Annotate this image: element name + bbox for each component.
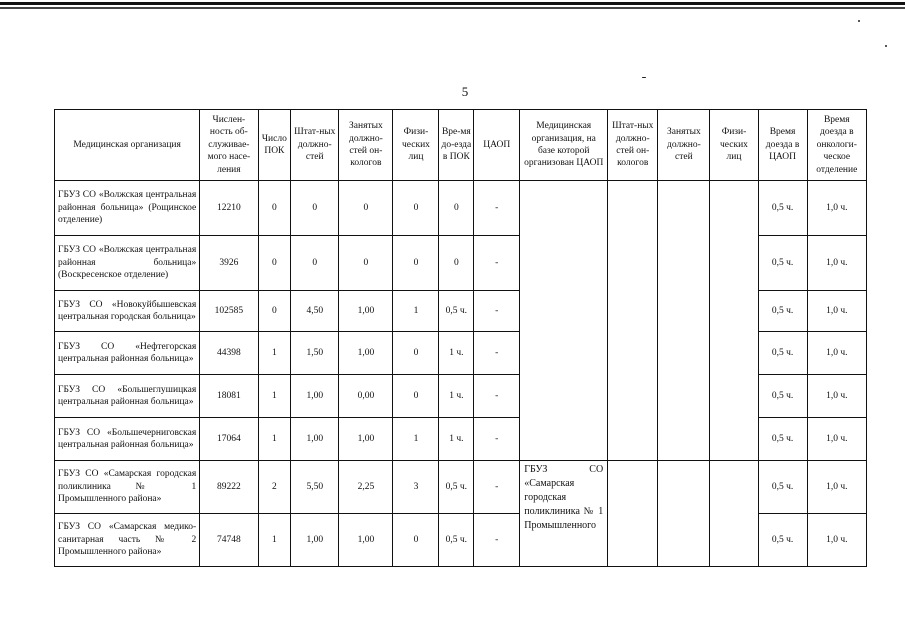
time-to-pok-cell: 1 ч. (439, 332, 474, 375)
population-cell: 102585 (200, 291, 258, 332)
time-to-oncology-cell: 1,0 ч. (807, 375, 866, 418)
staff-positions-cell: 1,00 (291, 418, 339, 461)
scan-speck (885, 45, 887, 47)
time-to-caop-cell: 0,5 ч. (758, 514, 807, 567)
staff-positions-cell: 0 (291, 236, 339, 291)
org-name-cell: ГБУЗ СО «Большеглушицкая центральная районная больница» (55, 375, 200, 418)
staff-positions-cell: 4,50 (291, 291, 339, 332)
header-cell: Физи-ческих лиц (710, 110, 758, 181)
time-to-caop-cell: 0,5 ч. (758, 181, 807, 236)
org-name-cell: ГБУЗ СО «Самарская городская поликлиника № 1 Промышленного района» (55, 461, 200, 514)
org-name-cell: ГБУЗ СО «Самарская медико-санитарная часть № 2 Промышленного района» (55, 514, 200, 567)
caop-cell: - (474, 418, 520, 461)
pok-count-cell: 0 (258, 181, 291, 236)
pok-count-cell: 1 (258, 332, 291, 375)
persons-cell: 0 (393, 514, 439, 567)
caop-occupied-cell-empty (658, 461, 710, 567)
time-to-oncology-cell: 1,0 ч. (807, 418, 866, 461)
caop-staff-cell-empty (608, 461, 658, 567)
population-cell: 12210 (200, 181, 258, 236)
occupied-positions-cell: 1,00 (339, 418, 393, 461)
caop-occupied-cell-empty (658, 181, 710, 461)
caop-persons-cell-empty (710, 461, 758, 567)
top-border-line-secondary (0, 7, 905, 9)
header-cell: Медицинская организация, на базе которой организован ЦАОП (520, 110, 608, 181)
header-cell: ЦАОП (474, 110, 520, 181)
org-name-cell: ГБУЗ СО «Новокуйбышевская центральная городская больница» (55, 291, 200, 332)
time-to-oncology-cell: 1,0 ч. (807, 181, 866, 236)
caop-org-cell-empty (520, 181, 608, 461)
time-to-pok-cell: 0 (439, 181, 474, 236)
header-cell: Вре-мя до-езда в ПОК (439, 110, 474, 181)
occupied-positions-cell: 2,25 (339, 461, 393, 514)
caop-staff-cell-empty (608, 181, 658, 461)
header-cell: Штат-ных должно-стей (291, 110, 339, 181)
occupied-positions-cell: 1,00 (339, 291, 393, 332)
header-cell: Занятых должно-стей (658, 110, 710, 181)
org-name-cell: ГБУЗ СО «Волжская центральная районная больница» (Воскресенское отделение) (55, 236, 200, 291)
staff-positions-cell: 1,00 (291, 514, 339, 567)
header-cell: Число ПОК (258, 110, 291, 181)
page-number: 5 (461, 84, 469, 99)
occupied-positions-cell: 0 (339, 181, 393, 236)
pok-count-cell: 1 (258, 375, 291, 418)
persons-cell: 0 (393, 181, 439, 236)
pok-count-cell: 1 (258, 418, 291, 461)
pok-count-cell: 0 (258, 291, 291, 332)
staff-positions-cell: 1,50 (291, 332, 339, 375)
persons-cell: 0 (393, 332, 439, 375)
header-cell: Числен-ность об-служивае-мого насе-ления (200, 110, 258, 181)
header-cell: Медицинская организация (55, 110, 200, 181)
time-to-oncology-cell: 1,0 ч. (807, 236, 866, 291)
time-to-pok-cell: 1 ч. (439, 375, 474, 418)
time-to-oncology-cell: 1,0 ч. (807, 332, 866, 375)
caop-cell: - (474, 236, 520, 291)
persons-cell: 1 (393, 291, 439, 332)
time-to-caop-cell: 0,5 ч. (758, 461, 807, 514)
time-to-caop-cell: 0,5 ч. (758, 291, 807, 332)
population-cell: 3926 (200, 236, 258, 291)
time-to-pok-cell: 0 (439, 236, 474, 291)
population-cell: 74748 (200, 514, 258, 567)
occupied-positions-cell: 1,00 (339, 514, 393, 567)
header-cell: Физи-ческих лиц (393, 110, 439, 181)
oncology-organizations-table (54, 109, 867, 567)
table-row (55, 461, 867, 514)
header-cell: Время доезда в онкологи-ческое отделение (807, 110, 866, 181)
caop-persons-cell-empty (710, 181, 758, 461)
caop-cell: - (474, 291, 520, 332)
table-row (55, 181, 867, 236)
pok-count-cell: 0 (258, 236, 291, 291)
org-name-cell: ГБУЗ СО «Большечерниговская центральная районная больница» (55, 418, 200, 461)
time-to-caop-cell: 0,5 ч. (758, 418, 807, 461)
staff-positions-cell: 5,50 (291, 461, 339, 514)
header-cell: Штат-ных должно-стей он-кологов (608, 110, 658, 181)
org-name-cell: ГБУЗ СО «Нефтегорская центральная районная больница» (55, 332, 200, 375)
caop-cell: - (474, 514, 520, 567)
population-cell: 17064 (200, 418, 258, 461)
persons-cell: 0 (393, 236, 439, 291)
population-cell: 89222 (200, 461, 258, 514)
time-to-oncology-cell: 1,0 ч. (807, 514, 866, 567)
caop-base-org-cell: ГБУЗ СО «Самарская городская поликлиника № 1 Промышленного (520, 461, 608, 567)
occupied-positions-cell: 0 (339, 236, 393, 291)
header-cell: Время доезда в ЦАОП (758, 110, 807, 181)
time-to-pok-cell: 0,5 ч. (439, 514, 474, 567)
caop-cell: - (474, 181, 520, 236)
org-name-cell: ГБУЗ СО «Волжская центральная районная больница» (Рощинское отделение) (55, 181, 200, 236)
caop-cell: - (474, 375, 520, 418)
time-to-oncology-cell: 1,0 ч. (807, 461, 866, 514)
caop-cell: - (474, 332, 520, 375)
occupied-positions-cell: 0,00 (339, 375, 393, 418)
staff-positions-cell: 0 (291, 181, 339, 236)
time-to-caop-cell: 0,5 ч. (758, 236, 807, 291)
pok-count-cell: 2 (258, 461, 291, 514)
pok-count-cell: 1 (258, 514, 291, 567)
staff-positions-cell: 1,00 (291, 375, 339, 418)
top-border-line (0, 2, 905, 5)
persons-cell: 3 (393, 461, 439, 514)
occupied-positions-cell: 1,00 (339, 332, 393, 375)
header-cell: Занятых должно-стей он-кологов (339, 110, 393, 181)
persons-cell: 0 (393, 375, 439, 418)
population-cell: 18081 (200, 375, 258, 418)
time-to-pok-cell: 1 ч. (439, 418, 474, 461)
population-cell: 44398 (200, 332, 258, 375)
persons-cell: 1 (393, 418, 439, 461)
table-header-row (55, 110, 867, 181)
caop-cell: - (474, 461, 520, 514)
time-to-pok-cell: 0,5 ч. (439, 291, 474, 332)
scan-speck (642, 77, 646, 78)
time-to-oncology-cell: 1,0 ч. (807, 291, 866, 332)
time-to-caop-cell: 0,5 ч. (758, 375, 807, 418)
time-to-pok-cell: 0,5 ч. (439, 461, 474, 514)
scan-speck (858, 20, 860, 22)
time-to-caop-cell: 0,5 ч. (758, 332, 807, 375)
